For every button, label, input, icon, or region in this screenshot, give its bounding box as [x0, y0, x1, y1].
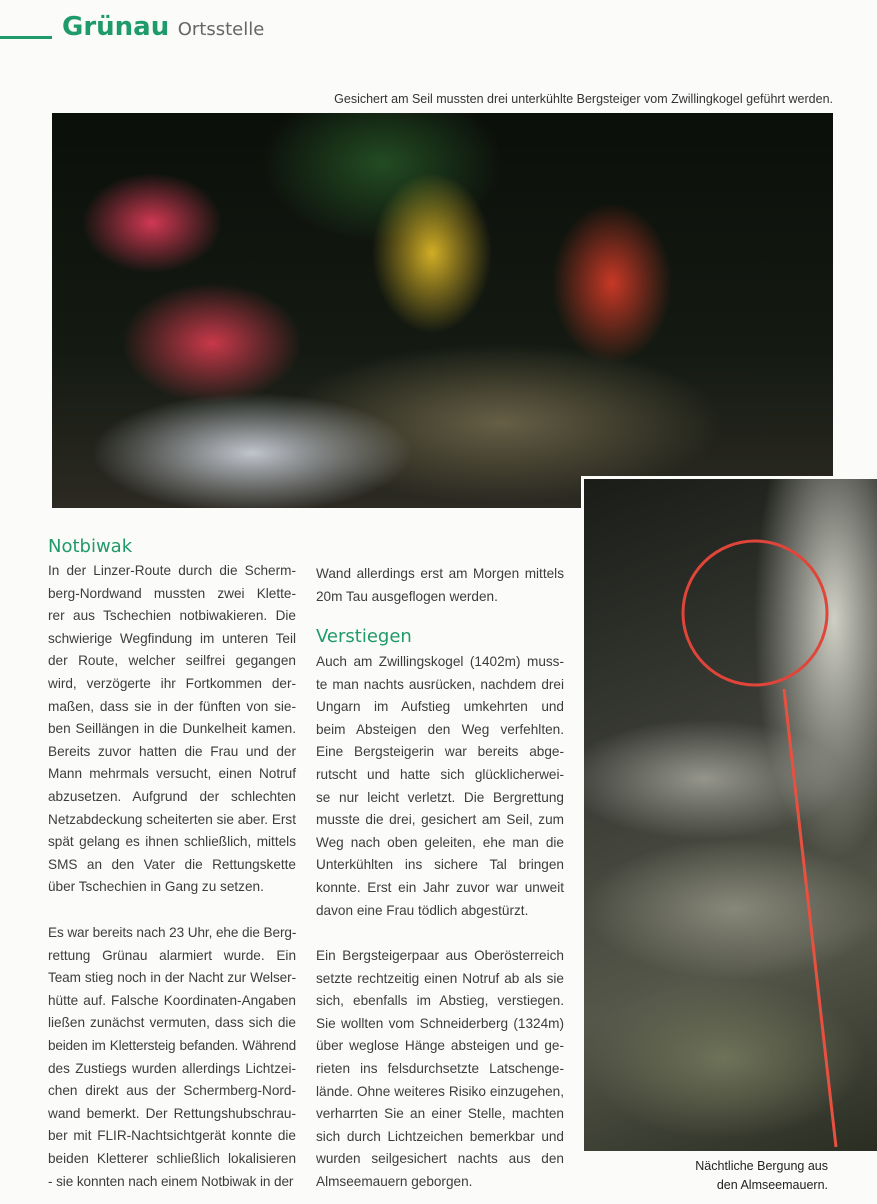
text-line: Ungarn im Aufstieg umkehrten und	[316, 699, 564, 715]
text-line: SMS an den Vater die Rettungskette	[48, 856, 296, 872]
text-line: lände. Ohne weiteres Risiko einzugehen,	[316, 1083, 564, 1099]
text-line: davon eine Frau tödlich abgestürzt.	[316, 902, 529, 918]
text-line: Wand allerdings erst am Morgen mittels	[316, 566, 564, 581]
text-line: te man nachts ausrücken, nachdem drei	[316, 676, 564, 692]
text-line: sich, ebenfalls im Abstieg, verstiegen.	[316, 993, 564, 1009]
text-line: rieten ins felsdurchsetzte Latschenge-	[316, 1060, 564, 1076]
text-line: konnte. Erst ein Jahr zuvor war unweit	[316, 879, 564, 895]
header-title: Grünau	[62, 12, 170, 42]
col1-para2	[48, 922, 296, 1193]
text-line: beiden Kletterer schließlich lokalisieren	[48, 1150, 296, 1166]
text-line: Netzabdeckung scheiterten sie aber. Erst	[48, 811, 296, 827]
text-line: rer aus Tschechien notbiwakieren. Die	[48, 608, 296, 624]
text-line: Weg nach oben geleiten, ehe man die	[316, 834, 564, 850]
text-line: - sie konnten nach einem Notbiwak in der	[48, 1173, 294, 1189]
text-line: Mann mehrmals versucht, einen Notruf	[48, 766, 296, 782]
text-line: abzusetzen. Aufgrund der schlechten	[48, 788, 296, 804]
rope-line	[784, 689, 836, 1147]
text-line: über Tschechien in Gang zu setzen.	[48, 879, 264, 895]
text-line: maßen, dass sie in der fünften von sie-	[48, 698, 296, 714]
text-line: des Zustiegs wurden allerdings Lichtzei-	[48, 1060, 296, 1076]
header-subtitle: Ortsstelle	[177, 19, 265, 40]
text-line: wurden seilgesichert nachts aus den	[316, 1151, 564, 1167]
text-line: ben Seillängen in die Dunkelheit kamen.	[48, 721, 296, 737]
text-line: rettung Grünau alarmiert wurde. Ein	[48, 947, 296, 963]
highlight-circle	[683, 541, 827, 685]
text-line: ber mit FLIR-Nachtsichtgerät konnte die	[48, 1128, 296, 1144]
text-line: setzte rechtzeitig einen Notruf ab als sie	[316, 970, 564, 986]
text-line: se nur leicht verletzt. Die Bergrettung	[316, 789, 564, 805]
rescue-night-photo	[52, 113, 833, 508]
section-heading-verstiegen: Verstiegen	[316, 626, 412, 647]
caption-line: den Almseemauern.	[716, 1178, 828, 1192]
rock-wall-photo	[581, 476, 877, 1151]
text-line: berg-Nordwand mussten zwei Klette-	[48, 585, 296, 601]
text-line: ließen zunächst vermuten, dass sich die	[48, 1015, 296, 1031]
text-line: Bereits zuvor hatten die Frau und der	[48, 743, 296, 759]
text-line: hütte auf. Falsche Koordinaten-Angaben	[48, 992, 296, 1008]
col2-para0	[316, 563, 564, 608]
text-line: spät gelang es ihnen schließlich, mittels	[48, 834, 296, 850]
page-header	[62, 12, 264, 42]
text-line: schwierige Wegfindung im unteren Teil	[48, 630, 296, 646]
text-line: chen direkt aus der Schermberg-Nord-	[48, 1083, 296, 1099]
text-line: über weglose Hänge absteigen und ge-	[316, 1038, 564, 1054]
text-line: Es war bereits nach 23 Uhr, ehe die Berg-	[48, 925, 297, 940]
text-line: sich durch Lichtzeichen bemerkbar und	[316, 1128, 564, 1144]
text-line: wand bemerkt. Der Rettungshubschrau-	[48, 1105, 296, 1121]
header-accent-line	[0, 36, 52, 39]
top-photo-caption: Gesichert am Seil mussten drei unterkühlte Bergsteiger vom Zwillingkogel geführt werden.	[334, 92, 833, 106]
text-line: verharrten Sie an einer Stelle, machten	[316, 1106, 564, 1122]
col2-para2	[316, 945, 564, 1194]
col2-para1	[316, 651, 564, 922]
text-line: der Route, welcher seilfrei gegangen	[48, 653, 296, 669]
text-line: musste die drei, gesichert am Seil, zum	[316, 812, 564, 828]
col1-para1	[48, 560, 296, 899]
section-heading-notbiwak: Notbiwak	[48, 536, 133, 557]
text-line: Eine Bergsteigerin war bereits abge-	[316, 744, 564, 760]
text-line: In der Linzer-Route durch die Scherm-	[48, 563, 296, 578]
side-photo-caption	[695, 1157, 828, 1195]
text-line: Auch am Zwillingskogel (1402m) muss-	[316, 654, 564, 669]
text-line: beim Absteigen den Weg verfehlten.	[316, 721, 564, 737]
text-line: Unterkühlten ins sichere Tal bringen	[316, 857, 564, 873]
caption-line: Nächtliche Bergung aus	[695, 1159, 828, 1173]
text-line: Ein Bergsteigerpaar aus Oberösterreich	[316, 948, 564, 963]
text-line: Team stieg noch in der Nacht zur Welser-	[48, 970, 296, 986]
text-line: Sie wollten vom Schneiderberg (1324m)	[316, 1015, 564, 1031]
text-line: Almseemauern geborgen.	[316, 1173, 473, 1189]
text-line: beiden im Klettersteig befanden. Während	[48, 1037, 296, 1053]
text-line: wird, verzögerte ihr Fortkommen der-	[48, 675, 296, 691]
text-line: 20m Tau ausgeflogen werden.	[316, 588, 498, 604]
photo-annotation	[584, 479, 877, 1151]
text-line: rutscht und hatte sich glücklicherwei-	[316, 766, 564, 782]
